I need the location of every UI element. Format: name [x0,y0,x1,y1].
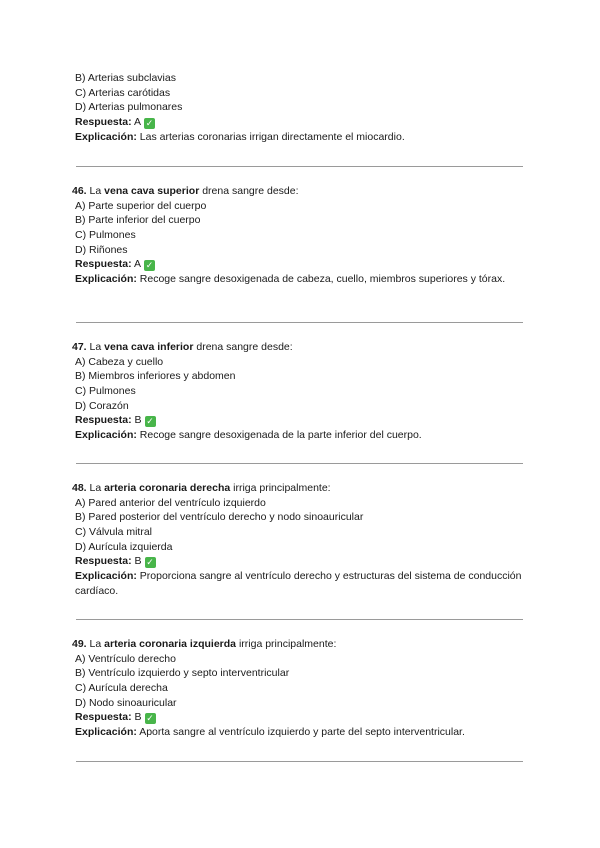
option-c: C) Pulmones [75,385,136,398]
explanation-label: Explicación: [75,570,137,583]
stem-post: irriga principalmente: [233,482,331,494]
answer-value: B [134,711,142,724]
stem-term: vena cava superior [104,185,200,197]
question-stem [72,184,524,199]
question-stem [72,340,524,355]
question-number: 49. [72,638,87,650]
stem-term: vena cava inferior [104,341,194,353]
explanation-label: Explicación: [75,726,137,739]
question-stem [72,481,524,496]
explanation-text: Recoge sangre desoxigenada de la parte inferior del cuerpo. [139,429,422,442]
explanation-text: Las arterias coronarias irrigan directamente el miocardio. [139,130,405,143]
stem-pre: La [89,638,102,650]
option-a: A) Parte superior del cuerpo [75,199,207,212]
option-c: C) Arterias carótidas [75,86,171,99]
option-b: B) Arterias subclavias [75,72,176,84]
answer-value: B [134,414,142,427]
option-c: C) Pulmones [75,229,136,242]
answer-line [72,257,524,272]
option-a: A) Pared anterior del ventrículo izquierdo [75,496,266,509]
explanation-line [72,569,524,598]
divider [76,463,523,464]
option-d: D) Corazón [75,399,129,412]
question-stem [72,637,524,652]
check-mark-icon: ✓ [145,118,154,129]
option-c: C) Válvula mitral [75,526,153,539]
option-a: A) Ventrículo derecho [75,652,176,665]
explanation-label: Explicación: [75,130,137,143]
explanation-line [72,130,524,145]
option-b: B) Miembros inferiores y abdomen [75,370,236,383]
check-mark-icon: ✓ [146,713,154,724]
question-48 [72,481,524,599]
question-number: 47. [72,341,87,353]
explanation-text: Proporciona sangre al ventrículo derecho y estructuras del sistema de conducción cardíaco. [75,570,522,597]
answer-label: Respuesta: [75,555,132,568]
stem-pre: La [89,482,102,494]
question-45-continuation [72,71,524,144]
option-b: B) Parte inferior del cuerpo [75,214,201,227]
check-mark-icon: ✓ [145,260,154,271]
stem-term: arteria coronaria derecha [104,482,231,494]
answer-label: Respuesta: [75,414,132,427]
explanation-text: Recoge sangre desoxigenada de cabeza, cuello, miembros superiores y tórax. [139,273,506,286]
option-d: D) Aurícula izquierda [75,540,173,553]
answer-label: Respuesta: [75,258,132,271]
option-b: B) Pared posterior del ventrículo derecho y nodo sinoauricular [75,511,364,524]
explanation-label: Explicación: [75,273,137,286]
divider [76,166,523,167]
option-d: D) Nodo sinoauricular [75,696,177,709]
check-mark-icon: ✓ [146,557,154,568]
question-46 [72,184,524,287]
divider [76,761,523,762]
stem-term: arteria coronaria izquierda [104,638,237,650]
explanation-text: Aporta sangre al ventrículo izquierdo y parte del septo interventricular. [139,726,465,739]
stem-post: irriga principalmente: [238,638,337,650]
option-c: C) Aurícula derecha [75,682,168,695]
divider [76,619,523,620]
answer-line [72,115,524,130]
divider [76,322,523,323]
stem-post: drena sangre desde: [202,185,299,197]
check-mark-icon: ✓ [146,416,154,427]
stem-pre: La [89,185,102,197]
explanation-label: Explicación: [75,429,137,442]
question-number: 46. [72,185,87,197]
option-d: D) Riñones [75,243,128,256]
explanation-line [72,428,524,443]
answer-value: B [134,555,142,568]
answer-label: Respuesta: [75,711,132,724]
answer-line [72,554,524,569]
option-d: D) Arterias pulmonares [75,101,183,114]
explanation-line [72,725,524,740]
question-49 [72,637,524,740]
question-47 [72,340,524,443]
option-a: A) Cabeza y cuello [75,355,164,368]
answer-value: A [133,116,141,129]
option-b: B) Ventrículo izquierdo y septo interventricular [75,667,290,680]
answer-line [72,710,524,725]
stem-pre: La [89,341,102,353]
answer-line [72,413,524,428]
answer-value: A [133,258,141,271]
answer-label: Respuesta: [75,116,132,129]
stem-post: drena sangre desde: [196,341,293,353]
question-number: 48. [72,482,87,494]
explanation-line [72,272,524,287]
